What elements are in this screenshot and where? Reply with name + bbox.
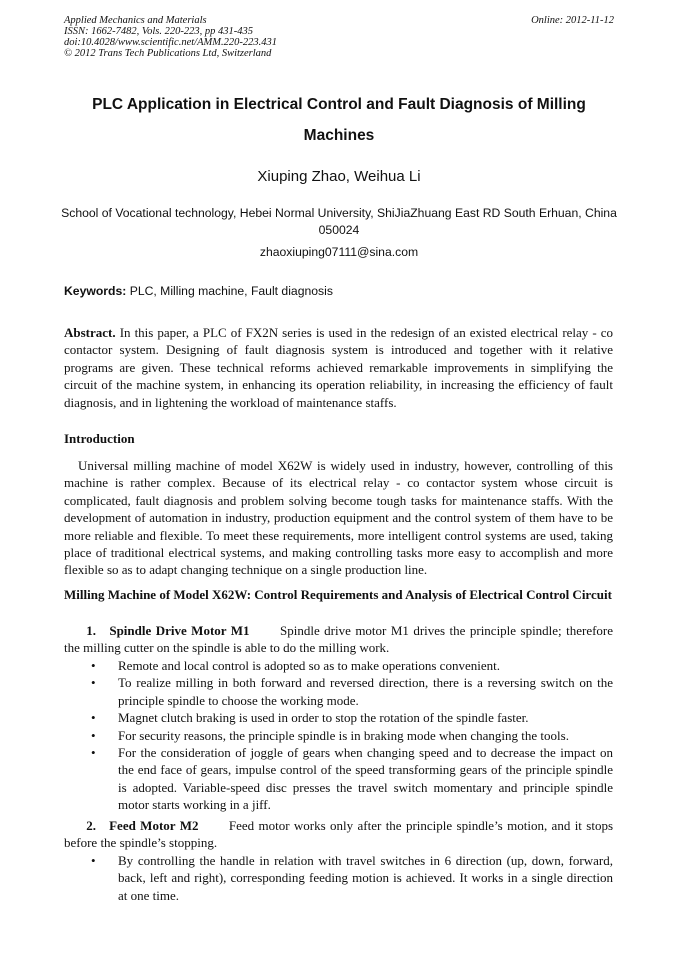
keywords-text: PLC, Milling machine, Fault diagnosis <box>129 284 333 298</box>
item-title: Spindle Drive Motor M1 <box>109 623 250 638</box>
issn-line: ISSN: 1662-7482, Vols. 220-223, pp 431-435 <box>64 26 253 37</box>
journal-name: Applied Mechanics and Materials <box>64 15 207 26</box>
abstract-text: In this paper, a PLC of FX2N series is used in the redesign of an existed electrical relay - co contactor system. Designing of fault diagnosis system is introduced and together with it relative programs are given. These technical reforms achieved remarkable improvements in simplifying the circuit of the machine system, in enhancing its operation reliability, in increasing the efficiency of fault diagnosis, and in lightening the workload of maintenance staffs. <box>64 325 613 410</box>
bullet-item: • For the consideration of joggle of gears when changing speed and to decrease the impact on the end face of gears, impulse control of the speed transforming gears of the principle spindle is adopted. Variable-speed disc presses the travel switch momentary and principle spindle motor starts working in a jiff. <box>91 745 613 813</box>
item-title: Feed Motor M2 <box>109 818 199 833</box>
online-date: Online: 2012-11-12 <box>531 15 614 26</box>
paper-title: PLC Application in Electrical Control and Fault Diagnosis of Milling Machines <box>92 96 586 144</box>
affiliation: School of Vocational technology, Hebei Normal University, ShiJiaZhuang East RD South Erhuan, China 050024 <box>61 206 617 237</box>
list-item-spindle-motor <box>64 622 613 657</box>
keywords <box>64 284 333 298</box>
author-email: zhaoxiuping07111@sina.com <box>259 245 419 259</box>
bullet-item: • By controlling the handle in relation with travel switches in 6 direction (up, down, forward, back, left and right), corresponding feeding motion is achieved. It works in a single direction at one time. <box>91 853 613 903</box>
bullet-item: • For security reasons, the principle spindle is in braking mode when changing the tools. <box>91 727 569 743</box>
spindle-bullet-list <box>91 657 613 814</box>
abstract-label: Abstract. <box>64 325 116 340</box>
bullet-item: • Remote and local control is adopted so as to make operations convenient. <box>91 658 500 673</box>
bullet-item: • Magnet clutch braking is used in order to stop the rotation of the spindle faster. <box>91 710 529 726</box>
item-number: 1. <box>86 623 96 638</box>
abstract <box>64 324 613 411</box>
copyright-line: © 2012 Trans Tech Publications Ltd, Switzerland <box>64 48 272 59</box>
doi-line: doi:10.4028/www.scientific.net/AMM.220-223.431 <box>64 37 277 48</box>
item-text: Spindle drive motor M1 drives the principle spindle; therefore the milling cutter on the spindle is able to do the milling work. <box>64 623 614 656</box>
list-item-feed-motor <box>64 817 613 852</box>
bullet-item: • To realize milling in both forward and reversed direction, there is a reversing switch on the principle spindle to choose the working mode. <box>91 675 613 708</box>
introduction-text: Universal milling machine of model X62W is widely used in industry, however, controlling of this machine is rather complex. Because of its electrical relay - co contactor system whose circuit is complicated, fault diagnosis and problem solving become tough tasks for maintenance staffs. With the development of automation in industry, production equipment and the control system of them have to be more reliable and flexible. To meet these requirements, more intelligent control systems are used, taking place of traditional electrical systems, and making controlling tasks more easy to accomplish and more flexible so as to adapt changing technique on a single production line. <box>64 458 613 578</box>
authors: Xiuping Zhao, Weihua Li <box>257 168 421 185</box>
journal-header <box>64 15 277 59</box>
keywords-label: Keywords: <box>64 284 127 298</box>
item-number: 2. <box>86 818 96 833</box>
feed-bullet-list <box>91 852 613 904</box>
item-text: Feed motor works only after the principle spindle’s motion, and it stops before the spindle’s stopping. <box>64 818 614 851</box>
introduction-heading: Introduction <box>64 431 135 446</box>
section-heading: Milling Machine of Model X62W: Control Requirements and Analysis of Electrical Control Circuit <box>64 587 612 602</box>
